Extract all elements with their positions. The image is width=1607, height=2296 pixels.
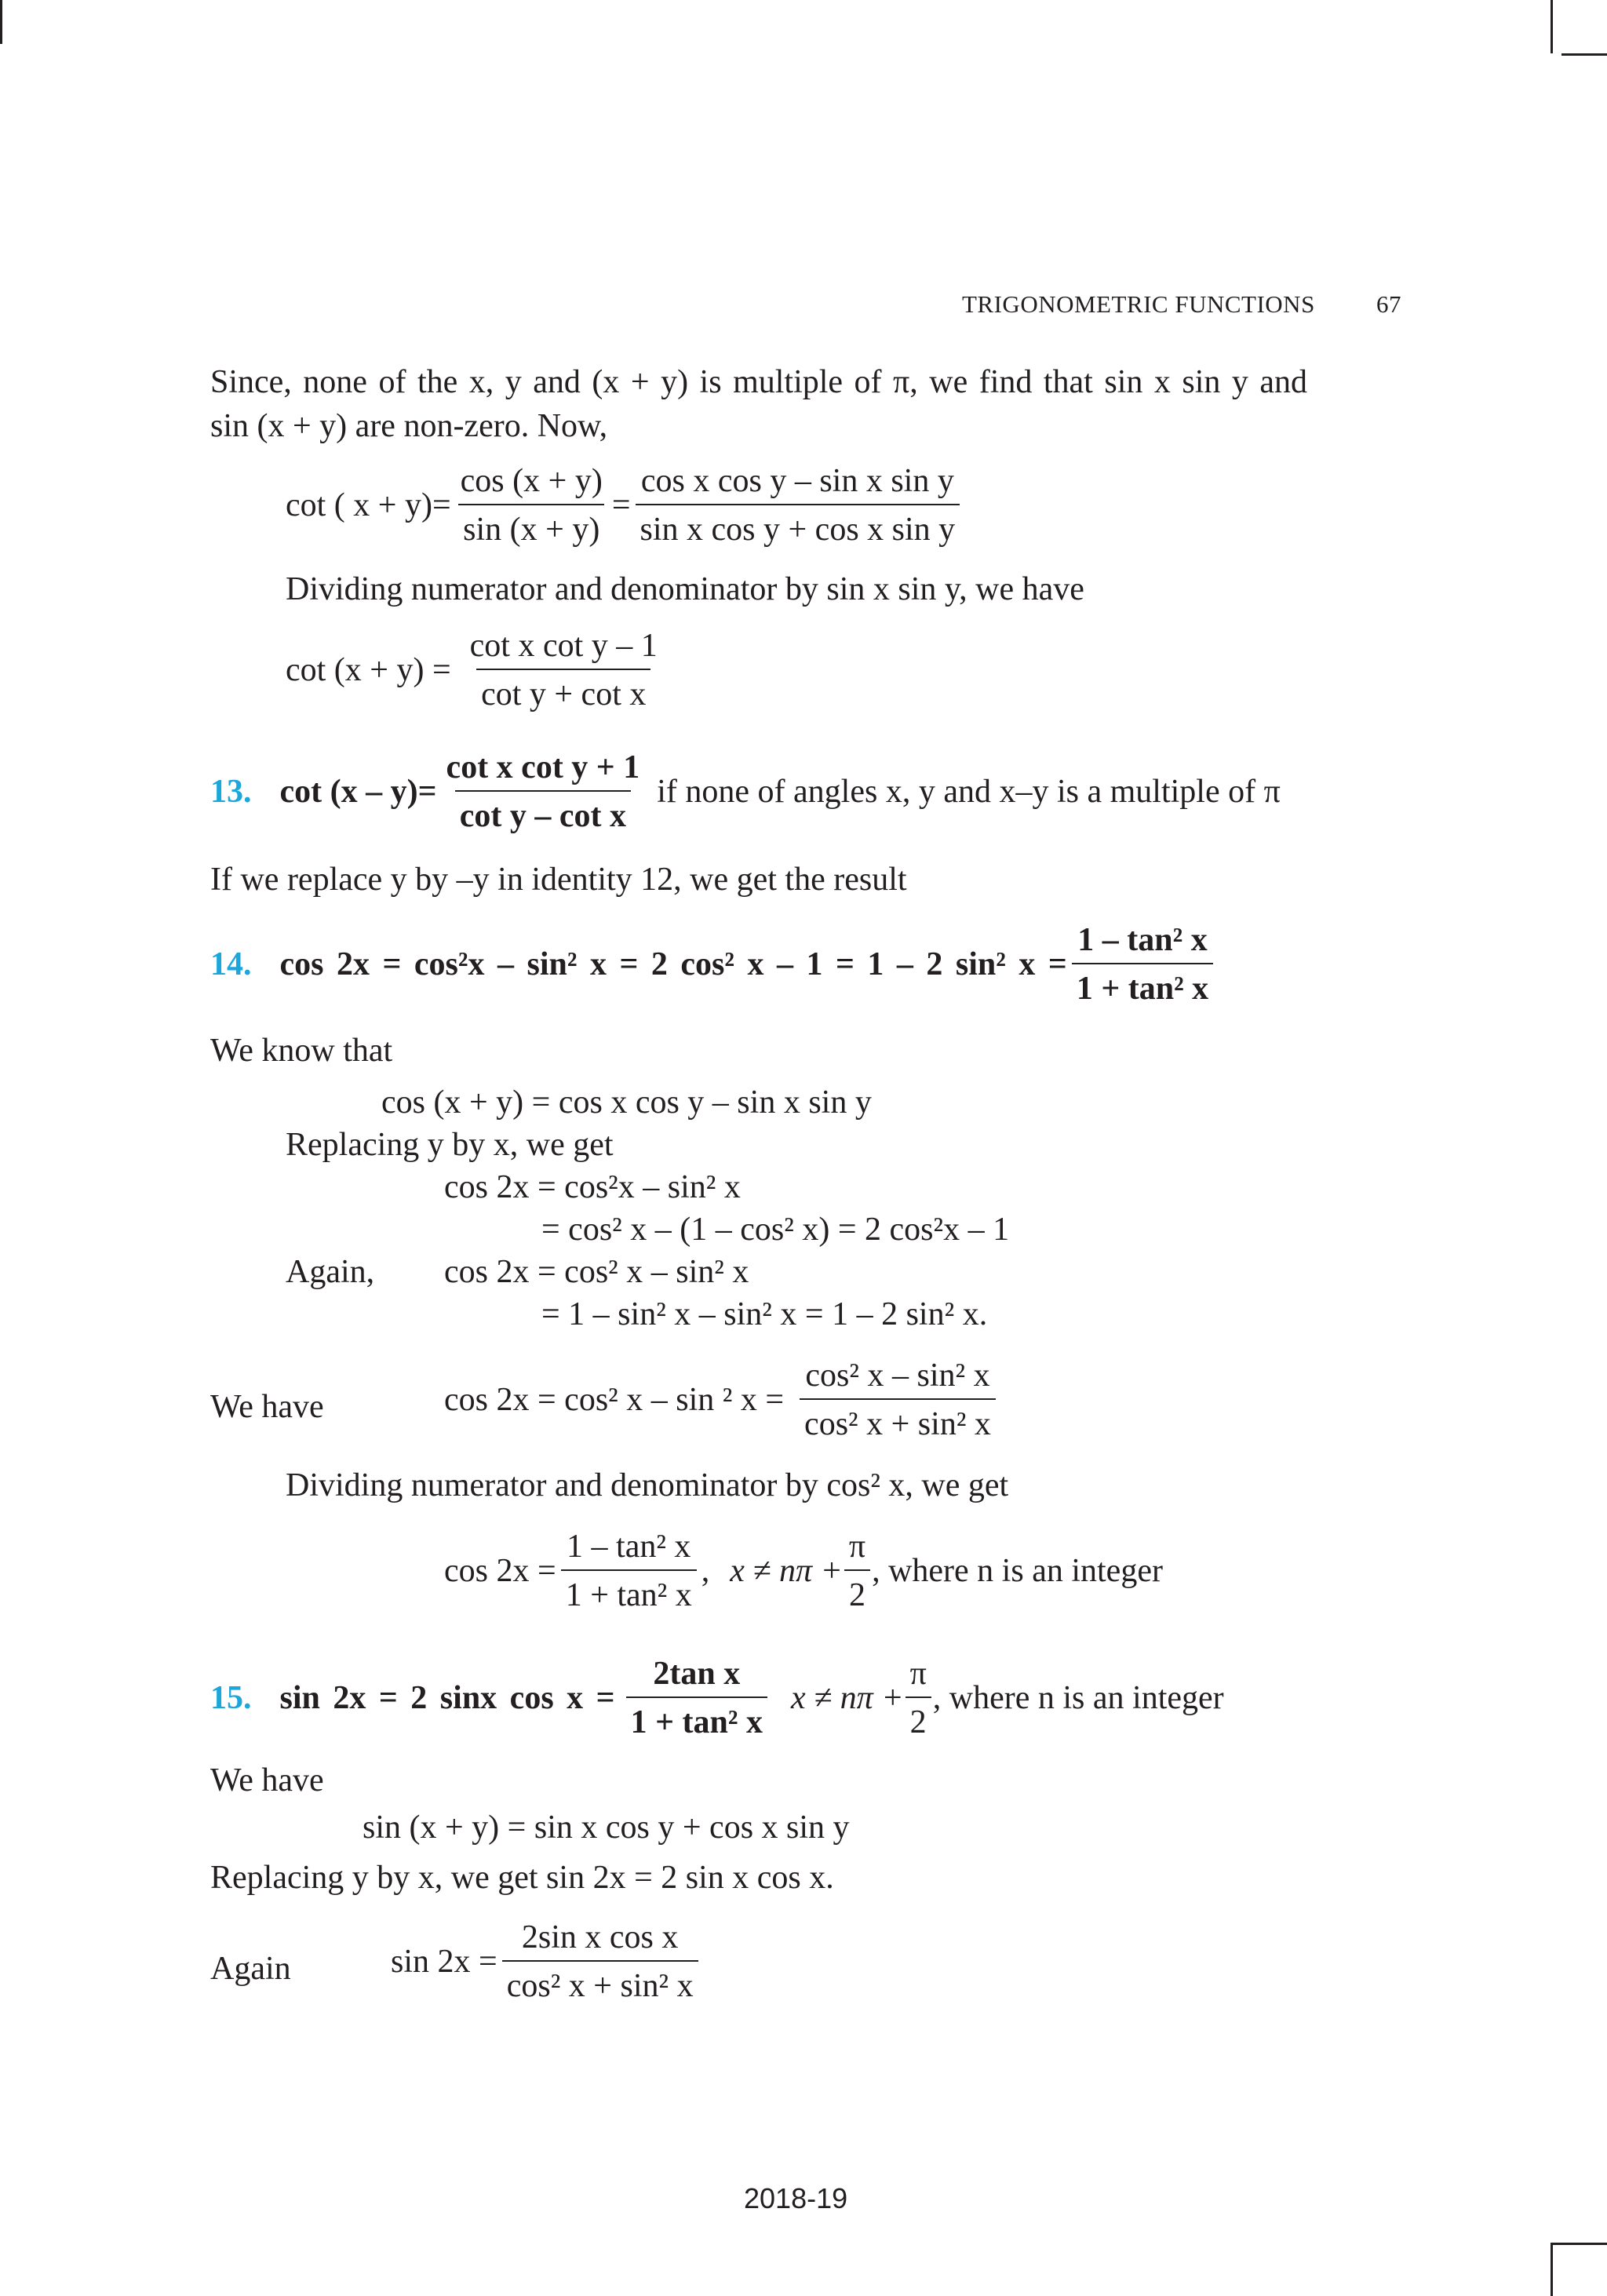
we-have-expr: cos 2x = cos² x – sin ² x = — [444, 1382, 785, 1419]
cos2x-tan-where: , where n is an integer — [872, 1553, 1163, 1590]
eq-cot-sum-frac2-denominator: sin x cos y + cos x sin y — [636, 504, 960, 548]
footer-year: 2018-19 — [744, 2182, 848, 2214]
cos2x-tan-equation — [444, 1529, 1163, 1613]
crop-mark-bottom-right-vertical — [1551, 2243, 1553, 2296]
dividing-line-1: Dividing numerator and denominator by sin x sin y, we have — [286, 571, 1084, 607]
identity-14 — [210, 922, 1218, 1007]
replace-line: If we replace y by –y in identity 12, we get the result — [210, 862, 907, 898]
proof14-line-1: cos (x + y) = cos x cos y – sin x sin y — [381, 1084, 872, 1121]
eq-cot-sum-equals: = — [611, 487, 631, 524]
eq-cot-sum-2-lhs: cot (x + y) = — [286, 652, 451, 689]
again-label: Again — [210, 1951, 291, 1987]
identity-14-numerator: 1 – tan² x — [1077, 922, 1208, 958]
identity-13-condition: if none of angles x, y and x–y is a multiple of π — [657, 774, 1281, 811]
cos2x-tan-two: 2 — [844, 1569, 870, 1613]
eq-cot-sum-2-fraction — [465, 628, 662, 712]
identity-13-numerator: cot x cot y + 1 — [446, 749, 640, 785]
identity-15-denominator: 1 + tan² x — [626, 1696, 767, 1740]
crop-mark-top-right-vertical — [1551, 0, 1553, 53]
identity-15 — [210, 1656, 1224, 1740]
identity-15-fraction — [626, 1656, 767, 1740]
identity-15-pi: π — [909, 1656, 927, 1692]
identity-15-text: sin 2x = 2 sinx cos x = — [279, 1680, 615, 1717]
identity-15-number: 15. — [210, 1680, 252, 1717]
again-denominator: cos² x + sin² x — [502, 1960, 698, 2004]
cos2x-tan-pi-fraction — [844, 1529, 870, 1613]
cos2x-tan-pi: π — [848, 1529, 866, 1565]
identity-13-lhs: cot (x – y)= — [279, 774, 437, 811]
again-equation — [391, 1919, 703, 2004]
crop-mark-bottom-right-horizontal — [1551, 2243, 1607, 2245]
eq-cot-sum-frac1-denominator: sin (x + y) — [458, 504, 604, 548]
eq-cot-sum-fraction-2 — [636, 463, 960, 548]
identity-15-condition: x ≠ nπ + — [790, 1680, 904, 1717]
identity-14-denominator: 1 + tan² x — [1072, 963, 1213, 1007]
eq-cot-sum-2-numerator: cot x cot y – 1 — [469, 628, 658, 664]
we-have-equation — [444, 1358, 1000, 1442]
eq-cot-sum-frac1-numerator: cos (x + y) — [460, 463, 603, 499]
identity-13-fraction — [442, 749, 645, 834]
cos2x-tan-denominator: 1 + tan² x — [561, 1569, 697, 1613]
identity-14-text: cos 2x = cos²x – sin² x = 2 cos² x – 1 = 1 – 2 sin² x = — [279, 946, 1067, 983]
again-fraction — [502, 1919, 698, 2004]
proof14-line-2: Replacing y by x, we get — [286, 1127, 614, 1163]
we-have-2: We have — [210, 1762, 324, 1799]
proof14-line-3: cos 2x = cos²x – sin² x — [444, 1169, 741, 1205]
eq-cot-sum-2-denominator: cot y + cot x — [476, 669, 650, 712]
cos2x-tan-numerator: 1 – tan² x — [567, 1529, 691, 1565]
again-lhs: sin 2x = — [391, 1944, 497, 1981]
identity-13 — [210, 749, 1281, 834]
cos2x-tan-condition: x ≠ nπ + — [730, 1553, 843, 1590]
we-have-denominator: cos² x + sin² x — [800, 1398, 996, 1442]
identity-15-where: , where n is an integer — [932, 1680, 1224, 1717]
identity-13-number: 13. — [210, 774, 252, 811]
eq-cot-sum — [286, 463, 964, 548]
we-have-numerator: cos² x – sin² x — [805, 1358, 990, 1394]
proof14-again-label: Again, — [286, 1254, 375, 1290]
proof14-line-5: cos 2x = cos² x – sin² x — [444, 1254, 749, 1290]
running-header-title: TRIGONOMETRIC FUNCTIONS — [962, 290, 1315, 318]
sin-sum-formula: sin (x + y) = sin x cos y + cos x sin y — [363, 1809, 850, 1846]
crop-mark-top-left — [0, 0, 2, 44]
identity-15-pi-fraction — [906, 1656, 931, 1740]
identity-13-denominator: cot y – cot x — [455, 790, 631, 834]
identity-15-two: 2 — [906, 1696, 931, 1740]
eq-cot-sum-fraction-1 — [456, 463, 607, 548]
cos2x-tan-comma: , — [701, 1553, 710, 1590]
intro-line-1: Since, none of the x, y and (x + y) is multiple of π, we find that sin x sin y and — [210, 364, 1308, 400]
intro-line-2: sin (x + y) are non-zero. Now, — [210, 408, 608, 444]
we-know-that: We know that — [210, 1033, 393, 1069]
we-have-fraction — [800, 1358, 996, 1442]
page-number: 67 — [1376, 290, 1401, 318]
crop-mark-top-right-horizontal — [1561, 53, 1607, 56]
cos2x-tan-lhs: cos 2x = — [444, 1553, 556, 1590]
replace-sin-line: Replacing y by x, we get sin 2x = 2 sin x cos x. — [210, 1860, 834, 1896]
identity-15-numerator: 2tan x — [653, 1656, 741, 1692]
eq-cot-sum-2 — [286, 628, 667, 712]
eq-cot-sum-frac2-numerator: cos x cos y – sin x sin y — [640, 463, 954, 499]
identity-14-fraction — [1072, 922, 1213, 1007]
again-numerator: 2sin x cos x — [521, 1919, 679, 1955]
proof14-line-6: = 1 – sin² x – sin² x = 1 – 2 sin² x. — [541, 1296, 988, 1332]
identity-14-number: 14. — [210, 946, 252, 983]
we-have-label: We have — [210, 1389, 324, 1425]
eq-cot-sum-lhs: cot ( x + y)= — [286, 487, 451, 524]
cos2x-tan-fraction — [561, 1529, 697, 1613]
dividing-line-2: Dividing numerator and denominator by cos² x, we get — [286, 1467, 1009, 1503]
proof14-line-4: = cos² x – (1 – cos² x) = 2 cos²x – 1 — [541, 1212, 1010, 1248]
